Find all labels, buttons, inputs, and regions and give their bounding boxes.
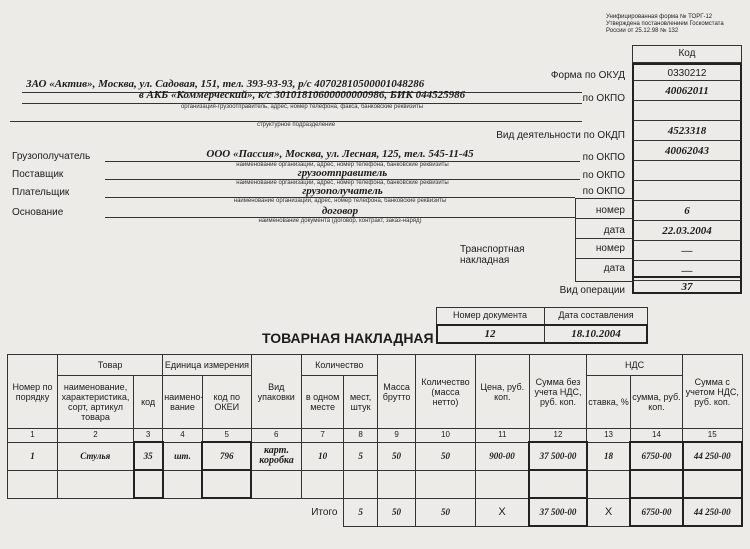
col-num: 8 — [344, 429, 377, 443]
supplier-value: грузоотправитель — [297, 167, 388, 179]
itogo-net: 50 — [416, 498, 475, 526]
row-code: 35 — [134, 442, 163, 470]
okpo-payer-value — [632, 181, 742, 201]
col-num: 7 — [301, 429, 344, 443]
row-places: 5 — [344, 442, 377, 470]
itogo-sum: 37 500-00 — [529, 498, 586, 526]
col-num: 1 — [8, 429, 58, 443]
supplier-label: Поставщик — [12, 169, 64, 180]
col-num: 4 — [163, 429, 203, 443]
okpo-label-consignee: по ОКПО — [582, 152, 625, 163]
basis-date-value: 22.03.2004 — [632, 221, 742, 241]
basis-date-label: дата — [603, 225, 625, 236]
itogo-vat-rate: Х — [587, 498, 631, 526]
row-vat-rate: 18 — [587, 442, 631, 470]
okpo-sender-extra — [632, 101, 742, 121]
okud-label: Форма по ОКУД — [550, 70, 625, 81]
empty-cell — [134, 470, 163, 498]
col-num: 10 — [416, 429, 475, 443]
basis-number-label: номер — [595, 205, 625, 216]
th-unit-name: наимено-вание — [163, 376, 203, 429]
empty-cell — [475, 470, 529, 498]
empty-cell — [251, 470, 301, 498]
consignee-caption: наименование организации, адрес, номер телефона, банковские реквизиты — [236, 162, 449, 168]
sender-line1: ЗАО «Актив», Москва, ул. Садовая, 151, тел. 393-93-93, р/с 40702810500001048286 — [26, 78, 425, 90]
col-num: 13 — [587, 429, 631, 443]
transport-number-value: — — [632, 241, 742, 261]
empty-cell — [163, 470, 203, 498]
table-row — [8, 442, 743, 470]
row-vat-sum: 6750-00 — [630, 442, 682, 470]
doc-title: ТОВАРНАЯ НАКЛАДНАЯ — [262, 330, 434, 346]
col-num: 3 — [134, 429, 163, 443]
itogo-row — [8, 498, 743, 526]
row-name: Стулья — [58, 442, 134, 470]
col-num: 5 — [202, 429, 251, 443]
sender-line2: в АКБ «Коммерческий», к/с 30101810600000000986, БИК 044525986 — [138, 89, 466, 101]
col-num: 14 — [630, 429, 682, 443]
okpo-label-sender: по ОКПО — [582, 93, 625, 104]
supplier-caption: наименование организации, адрес, номер телефона, банковские реквизиты — [236, 180, 449, 186]
goods-table — [7, 354, 743, 527]
row-qty-one: 10 — [301, 442, 344, 470]
form-note-line2: Утверждена постановлением Госкомстата — [606, 21, 724, 27]
doc-date-label: Дата составления — [558, 310, 634, 320]
row-unit: шт. — [163, 442, 203, 470]
form-note-line1: Унифицированная форма № ТОРГ-12 — [606, 14, 713, 20]
okdp-label: Вид деятельности по ОКДП — [496, 130, 625, 141]
empty-cell — [202, 470, 251, 498]
okpo-consignee-value: 40062043 — [632, 141, 742, 161]
okud-value: 0330212 — [632, 63, 742, 81]
row-sum: 37 500-00 — [529, 442, 586, 470]
th-price: Цена, руб. коп. — [475, 355, 529, 429]
empty-cell — [8, 470, 58, 498]
itogo-vat-sum: 6750-00 — [630, 498, 682, 526]
th-unit-okei: код по ОКЕИ — [202, 376, 251, 429]
operation-label: Вид операции — [559, 285, 625, 296]
itogo-total: 44 250-00 — [683, 498, 743, 526]
itogo-price: Х — [475, 498, 529, 526]
itogo-label: Итого — [8, 498, 344, 526]
doc-date-value: 18.10.2004 — [571, 328, 621, 340]
col-num: 2 — [58, 429, 134, 443]
empty-cell — [529, 470, 586, 498]
okpo-supplier-value — [632, 161, 742, 181]
itogo-places: 5 — [344, 498, 377, 526]
th-tovar: Товар — [58, 355, 163, 376]
empty-cell — [344, 470, 377, 498]
okpo-label-supplier: по ОКПО — [582, 170, 625, 181]
sender-caption: организация-грузоотправитель, адрес, номер телефона, факса, банковские реквизиты — [180, 104, 424, 110]
code-title: Код — [632, 45, 742, 63]
basis-label: Основание — [12, 207, 64, 218]
doc-number-label: Номер документа — [452, 310, 528, 320]
okdp-value: 4523318 — [632, 121, 742, 141]
empty-cell — [630, 470, 682, 498]
payer-value: грузополучатель — [302, 185, 383, 197]
operation-value: 37 — [632, 276, 742, 294]
row-num: 1 — [8, 442, 58, 470]
transport-number-label: номер — [595, 243, 625, 254]
row-price: 900-00 — [475, 442, 529, 470]
okpo-label-payer: по ОКПО — [582, 186, 625, 197]
basis-value: договор — [321, 205, 359, 217]
payer-caption: наименование организации, адрес, номер телефона, банковские реквизиты — [233, 198, 447, 204]
consignee-label: Грузополучатель — [12, 151, 91, 162]
col-num: 15 — [683, 429, 743, 443]
empty-cell — [377, 470, 416, 498]
row-pack: карт. коробка — [251, 442, 301, 470]
th-tovar-code: код — [134, 376, 163, 429]
subdivision-caption: структурное подразделение — [256, 122, 336, 128]
th-vat-rate: ставка, % — [587, 376, 631, 429]
th-vat-sum: сумма, руб. коп. — [630, 376, 682, 429]
okpo-sender-value: 40062011 — [632, 81, 742, 101]
th-net: Количество (масса нетто) — [416, 355, 475, 429]
form-header-note — [606, 14, 746, 35]
table-row-empty — [8, 470, 743, 498]
transport-date-label: дата — [603, 263, 625, 274]
th-qty: Количество — [301, 355, 377, 376]
col-num: 9 — [377, 429, 416, 443]
empty-cell — [58, 470, 134, 498]
doc-number-value: 12 — [484, 328, 496, 340]
col-num: 11 — [475, 429, 529, 443]
col-num: 6 — [251, 429, 301, 443]
basis-number-value: 6 — [632, 201, 742, 221]
th-total: Сумма с учетом НДС, руб. коп. — [683, 355, 743, 429]
row-total: 44 250-00 — [683, 442, 743, 470]
col-num: 12 — [529, 429, 586, 443]
th-vat: НДС — [587, 355, 683, 376]
basis-caption: наименование документа (договор, контракт, заказ-наряд) — [258, 218, 422, 224]
th-nomer: Номер по порядку — [8, 355, 58, 429]
empty-cell — [683, 470, 743, 498]
transport-date-value: — — [632, 261, 742, 281]
empty-cell — [416, 470, 475, 498]
consignee-value: ООО «Пассия», Москва, ул. Лесная, 125, тел. 545-11-45 — [206, 148, 474, 160]
itogo-gross: 50 — [377, 498, 416, 526]
th-sum: Сумма без учета НДС, руб. коп. — [529, 355, 586, 429]
th-pack: Вид упаковки — [251, 355, 301, 429]
payer-label: Плательщик — [12, 187, 70, 198]
empty-cell — [587, 470, 631, 498]
th-gross: Масса брутто — [377, 355, 416, 429]
empty-cell — [301, 470, 344, 498]
th-qty-one: в одном месте — [301, 376, 344, 429]
transport-label: Транспортная накладная — [460, 244, 525, 266]
row-net: 50 — [416, 442, 475, 470]
row-gross: 50 — [377, 442, 416, 470]
th-unit: Единица измерения — [163, 355, 252, 376]
th-qty-places: мест, штук — [344, 376, 377, 429]
th-tovar-name: наименование, характеристика, сорт, артикул товара — [58, 376, 134, 429]
form-note-line3: России от 25.12.98 № 132 — [606, 28, 679, 34]
row-okei: 796 — [202, 442, 251, 470]
